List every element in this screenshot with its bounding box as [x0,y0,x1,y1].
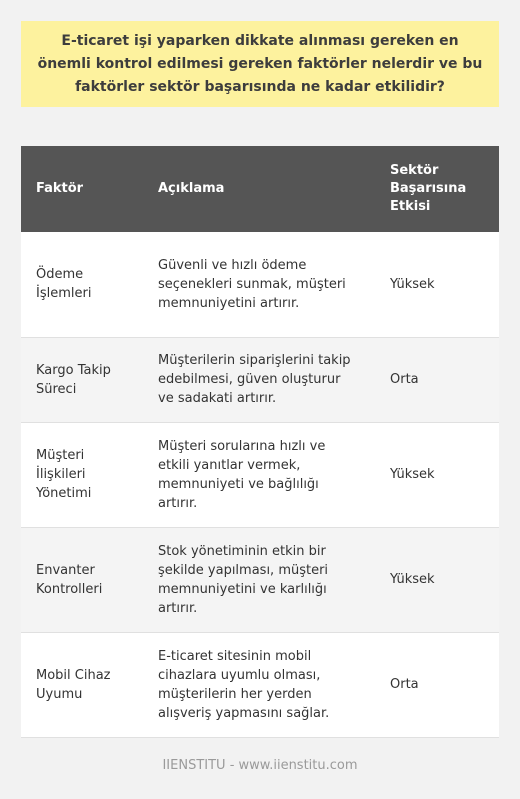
page-title: E-ticaret işi yaparken dikkate alınması gereken en önemli kontrol edilmesi gereken faktörler nelerdir ve bu faktörler sektör başarısında ne kadar etkilidir? [37,32,483,95]
factor-cell: Kargo Takip Süreci [21,337,143,422]
impact-cell: Orta [375,632,499,737]
factor-cell: Envanter Kontrolleri [21,527,143,632]
factor-cell: Müşteri İlişkileri Yönetimi [21,422,143,527]
factor-cell: Mobil Cihaz Uyumu [21,632,143,737]
factors-table [21,146,499,738]
impact-cell: Yüksek [375,232,499,337]
table-row [21,632,499,737]
impact-cell: Yüksek [375,527,499,632]
impact-cell: Orta [375,337,499,422]
table-row [21,337,499,422]
header-impact: Sektör Başarısına Etkisi [375,146,499,232]
title-banner [21,21,499,107]
description-cell: Müşterilerin siparişlerini takip edebilmesi, güven oluşturur ve sadakati artırır. [143,337,375,422]
table-row [21,527,499,632]
factor-cell: Ödeme İşlemleri [21,232,143,337]
footer-credit: IIENSTITU - www.iienstitu.com [162,758,358,773]
description-cell: Güvenli ve hızlı ödeme seçenekleri sunmak, müşteri memnuniyetini artırır. [143,232,375,337]
description-cell: Müşteri sorularına hızlı ve etkili yanıtlar vermek, memnuniyeti ve bağlılığı artırır. [143,422,375,527]
table-row [21,232,499,337]
table-header-row [21,146,499,232]
description-cell: Stok yönetiminin etkin bir şekilde yapılması, müşteri memnuniyetini ve karlılığı artırır. [143,527,375,632]
header-factor: Faktör [21,146,143,232]
table-row [21,422,499,527]
impact-cell: Yüksek [375,422,499,527]
header-description: Açıklama [143,146,375,232]
description-cell: E-ticaret sitesinin mobil cihazlara uyumlu olması, müşterilerin her yerden alışveriş yapmasını sağlar. [143,632,375,737]
